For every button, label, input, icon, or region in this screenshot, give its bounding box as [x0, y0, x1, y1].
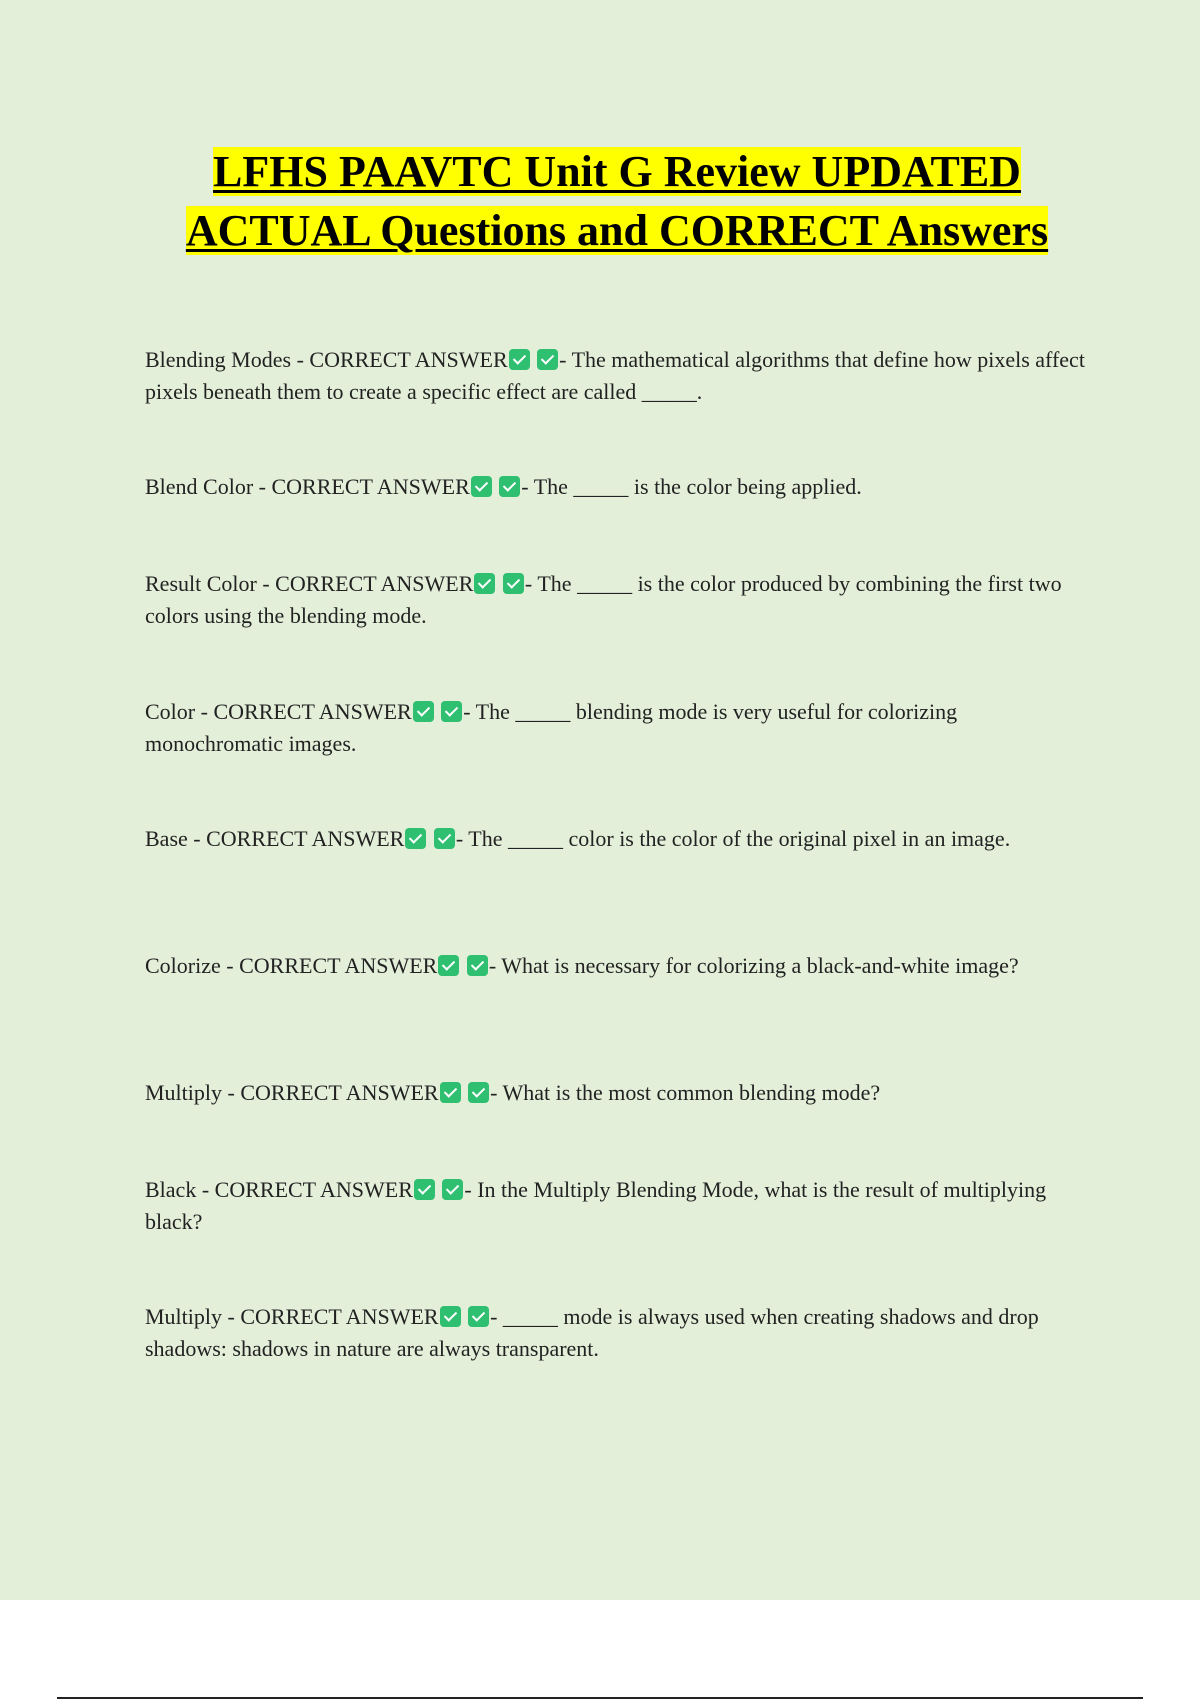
qa-answer-marker: CORRECT ANSWER: [309, 347, 508, 372]
qa-item-1: Blending Modes - CORRECT ANSWER - The mathematical algorithms that define how pixels affect pixels beneath them to create a specific effect are called _____.: [145, 347, 1085, 404]
qa-definition: _____ mode is always used when creating shadows and drop shadows: shadows in nature are always transparent.: [145, 1304, 1039, 1361]
qa-term: Colorize: [145, 953, 221, 978]
green-checkmark-icon: [474, 573, 495, 594]
qa-item-8: Black - CORRECT ANSWER - In the Multiply Blending Mode, what is the result of multiplying black?: [145, 1177, 1047, 1234]
qa-term: Multiply: [145, 1080, 223, 1105]
qa-answer-marker: CORRECT ANSWER: [271, 474, 470, 499]
qa-definition: The _____ is the color being applied.: [533, 474, 862, 499]
qa-definition: The _____ color is the color of the original pixel in an image.: [468, 826, 1011, 851]
qa-term: Black: [145, 1177, 197, 1202]
qa-answer-marker: CORRECT ANSWER: [240, 1080, 439, 1105]
qa-term: Blending Modes: [145, 347, 292, 372]
green-checkmark-icon: [434, 828, 455, 849]
document-title-text: LFHS PAAVTC Unit G Review UPDATED ACTUAL Questions and CORRECT Answers: [185, 147, 1049, 255]
qa-item-6: Colorize - CORRECT ANSWER - What is necessary for colorizing a black-and-white image?: [145, 953, 1019, 978]
green-checkmark-icon: [438, 955, 459, 976]
green-checkmark-icon: [440, 1082, 461, 1103]
qa-definition: The _____ is the color produced by combining the first two colors using the blending mode.: [145, 571, 1062, 628]
qa-item-5: Base - CORRECT ANSWER - The _____ color is the color of the original pixel in an image.: [145, 826, 1011, 851]
qa-answer-marker: CORRECT ANSWER: [239, 953, 438, 978]
green-checkmark-icon: [468, 1306, 489, 1327]
qa-item-2: Blend Color - CORRECT ANSWER - The _____ is the color being applied.: [145, 474, 862, 499]
green-checkmark-icon: [405, 828, 426, 849]
green-checkmark-icon: [503, 573, 524, 594]
qa-term: Result Color: [145, 571, 257, 596]
qa-definition: The mathematical algorithms that define how pixels affect pixels beneath them to create a specific effect are called _____.: [145, 347, 1085, 404]
footer-divider: [57, 1697, 1143, 1699]
qa-answer-marker: CORRECT ANSWER: [206, 826, 405, 851]
qa-answer-marker: CORRECT ANSWER: [214, 1177, 413, 1202]
qa-answer-marker: CORRECT ANSWER: [275, 571, 474, 596]
qa-item-7: Multiply - CORRECT ANSWER - What is the most common blending mode?: [145, 1080, 881, 1105]
qa-term: Base: [145, 826, 188, 851]
qa-term: Blend Color: [145, 474, 254, 499]
green-checkmark-icon: [509, 349, 530, 370]
qa-definition: In the Multiply Blending Mode, what is the result of multiplying black?: [145, 1177, 1047, 1234]
qa-definition: What is necessary for colorizing a black-and-white image?: [501, 953, 1019, 978]
green-checkmark-icon: [537, 349, 558, 370]
green-checkmark-icon: [441, 701, 462, 722]
qa-answer-marker: CORRECT ANSWER: [213, 699, 412, 724]
green-checkmark-icon: [499, 476, 520, 497]
green-checkmark-icon: [413, 701, 434, 722]
green-checkmark-icon: [471, 476, 492, 497]
qa-item-9: Multiply - CORRECT ANSWER - _____ mode is always used when creating shadows and drop shadows: shadows in nature are always transparent.: [145, 1304, 1039, 1361]
qa-item-3: Result Color - CORRECT ANSWER - The _____ is the color produced by combining the first two colors using the blending mode.: [145, 571, 1062, 628]
document-title: [150, 142, 1084, 260]
green-checkmark-icon: [468, 1082, 489, 1103]
qa-term: Multiply: [145, 1304, 223, 1329]
green-checkmark-icon: [414, 1179, 435, 1200]
qa-term: Color: [145, 699, 196, 724]
qa-definition: What is the most common blending mode?: [502, 1080, 881, 1105]
green-checkmark-icon: [442, 1179, 463, 1200]
qa-item-4: Color - CORRECT ANSWER - The _____ blending mode is very useful for colorizing monochromatic images.: [145, 699, 958, 756]
green-checkmark-icon: [440, 1306, 461, 1327]
qa-answer-marker: CORRECT ANSWER: [240, 1304, 439, 1329]
green-checkmark-icon: [467, 955, 488, 976]
qa-definition: The _____ blending mode is very useful for colorizing monochromatic images.: [145, 699, 958, 756]
